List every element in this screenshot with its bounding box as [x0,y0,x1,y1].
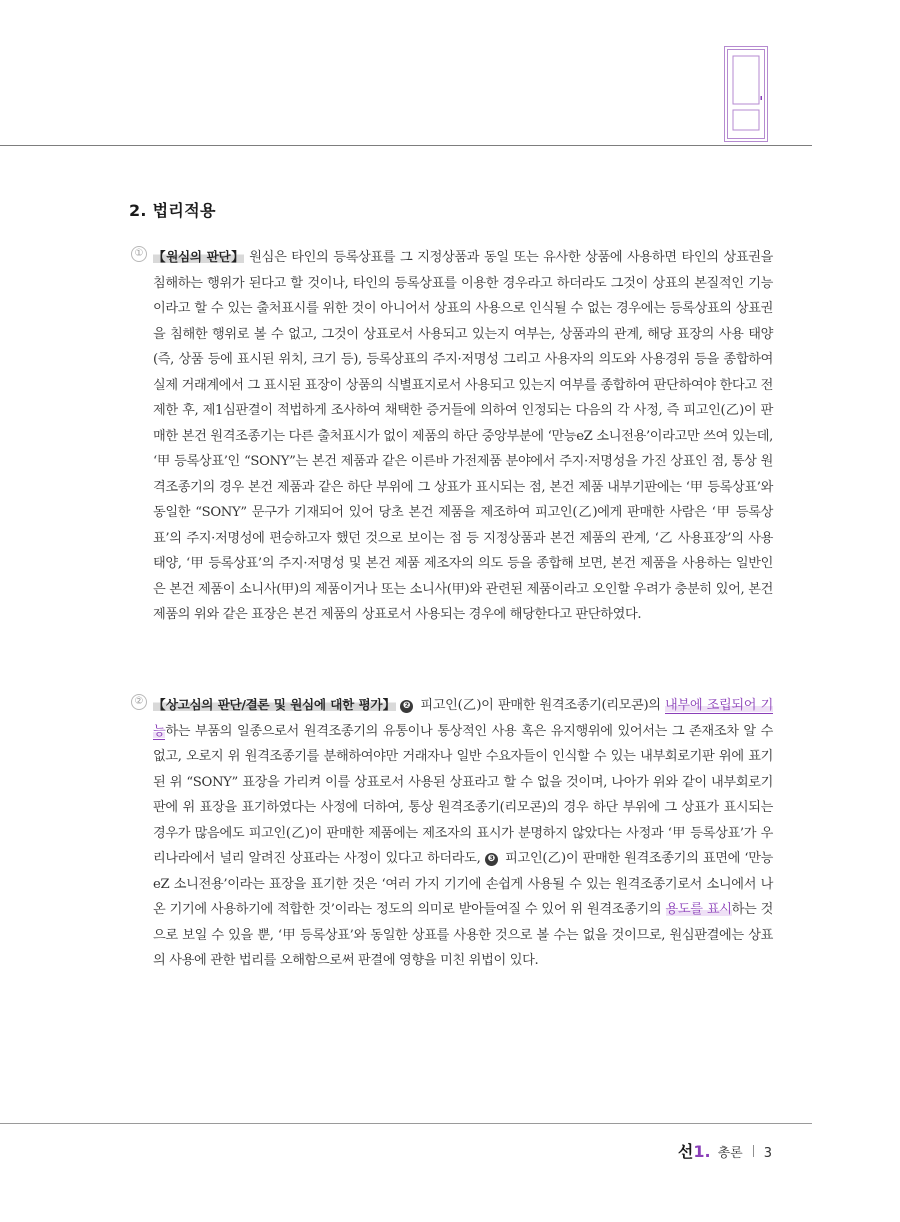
page-number: 3 [763,1146,772,1161]
highlight-usage-indication: 용도를 표시 [665,902,732,917]
footer-separator [753,1145,754,1157]
paragraph-2-body-b: 하는 부품의 일종으로서 원격조종기의 유통이나 통상적인 사용 혹은 유지행위에 있어서는 그 존재조차 알 수 없고, 오로지 위 원격조종기를 분해하여야만 거래자나 일반 수요자들이 인식할 수 있는 내부회로기판 위에 표기된 위 “SONY” 표장을 가리켜 이를 상표로서 사용된 상표라고 할 수 없을 것이며, 나아가 위와 같이 내부회로기판에 위 표장을 표기하였다는 사정에 더하여, 통상 원격조종기(리모콘)의 경우 하단 부위에 그 상표가 표시되는 경우가 많음에도 피고인(乙)이 판매한 제품에는 제조자의 표시가 분명하지 않았다는 사정과 ‘甲 등록상표’가 우리나라에서 널리 알려진 상표라는 사정이 있다고 하더라도, [153,723,773,866]
section-title: 2. 법리적용 [129,201,216,220]
circled-number-2: ② [131,694,147,710]
paragraph-2-body-a: 피고인(乙)이 판매한 원격조종기(리모콘)의 [415,698,666,713]
header-divider [0,145,812,146]
paragraph-1-lead: 【원심의 판단】 [153,249,245,264]
page-footer [678,1139,772,1162]
point-3-bullet: ❸ [485,853,498,866]
paragraph-2-lead: 【상고심의 판단/결론 및 원심에 대한 평가】 [153,697,396,712]
door-icon [724,46,768,142]
paragraph-2 [131,692,773,974]
highlight-internal-assembly: 내부에 조립되어 기능 [153,698,773,739]
footer-section-label: 총론 [717,1146,743,1161]
circled-number-1: ① [131,246,147,262]
point-2-bullet: ❷ [400,700,413,713]
paragraph-1-body: 원심은 타인의 등록상표를 그 지정상품과 동일 또는 유사한 상품에 사용하면 타인의 상표권을 침해하는 행위가 된다고 할 것이나, 타인의 등록상표를 이용한 경우라고 하더라도 그것이 상표의 본질적인 기능이라고 할 수 있는 출처표시를 위한 것이 아니어서 상표의 사용으로 인식될 수 없는 경우에는 등록상표의 상표권을 침해한 행위로 볼 수 없고, 그것이 상표로서 사용되고 있는지 여부는, 상품과의 관계, 해당 표장의 사용 태양(즉, 상품 등에 표시된 위치, 크기 등), 등록상표의 주지·저명성 그리고 사용자의 의도와 사용경위 등을 종합하여 실제 거래계에서 그 표시된 표장이 상품의 식별표지로서 사용되고 있는지 여부를 종합하여 판단하여야 한다고 전제한 후, 제1심판결이 적법하게 조사하여 채택한 증거들에 의하여 인정되는 다음의 각 사정, 즉 피고인(乙)이 판매한 본건 원격조종기는 다른 출처표시가 없이 제품의 하단 중앙부분에 ‘만능eZ 소니전용’이라고만 쓰여 있는데, ‘甲 등록상표’인 “SONY”는 본건 제품과 같은 이른바 가전제품 분야에서 주지·저명성을 가진 상표인 점, 통상 원격조종기의 경우 본건 제품과 같은 하단 부위에 그 상표가 표시되는 점, 본건 제품 내부기판에는 ‘甲 등록상표’와 동일한 “SONY” 문구가 기재되어 있어 당초 본건 제품을 제조하여 피고인(乙)에게 판매한 사람은 ‘甲 등록상표’의 주지·저명성에 편승하고자 했던 것으로 보이는 점 등 지정상품과 본건 제품의 관계, ‘乙 사용표장’의 사용 태양, ‘甲 등록상표’의 주지·저명성 및 본건 제품 제조자의 의도 등을 종합해 보면, 본건 제품을 사용하는 일반인은 본건 제품이 소니사(甲)의 제품이거나 또는 소니사(甲)와 관련된 제품이라고 오인할 우려가 충분히 있어, 본건 제품의 위와 같은 표장은 본건 제품의 상표로서 사용되는 경우에 해당한다고 판단하였다. [153,250,773,622]
footer-divider [0,1123,812,1124]
footer-chapter: 선 [677,1142,694,1161]
paragraph-1 [131,244,773,628]
paragraph-2-body-c: 피고인(乙)이 판매한 원격조종기의 표면에 ‘만능eZ 소니전용’이라는 표장을 표기한 것은 ‘여러 가지 기기에 손쉽게 사용될 수 있는 원격조종기로서 소니에서 나온 기기에 사용하기에 적합한 것’이라는 정도의 의미로 받아들여질 수 있어 위 원격조종기의 [153,851,773,917]
paragraph-2-text [153,692,773,974]
paragraph-1-text [153,244,773,628]
paragraph-2-body-d: 하는 것으로 보일 수 있을 뿐, ‘甲 등록상표’와 동일한 상표를 사용한 것으로 볼 수는 없을 것이므로, 원심판결에는 상표의 사용에 관한 법리를 오해함으로써 판결에 영향을 미친 위법이 있다. [153,902,773,968]
footer-chapter-number: 1. [693,1142,711,1161]
